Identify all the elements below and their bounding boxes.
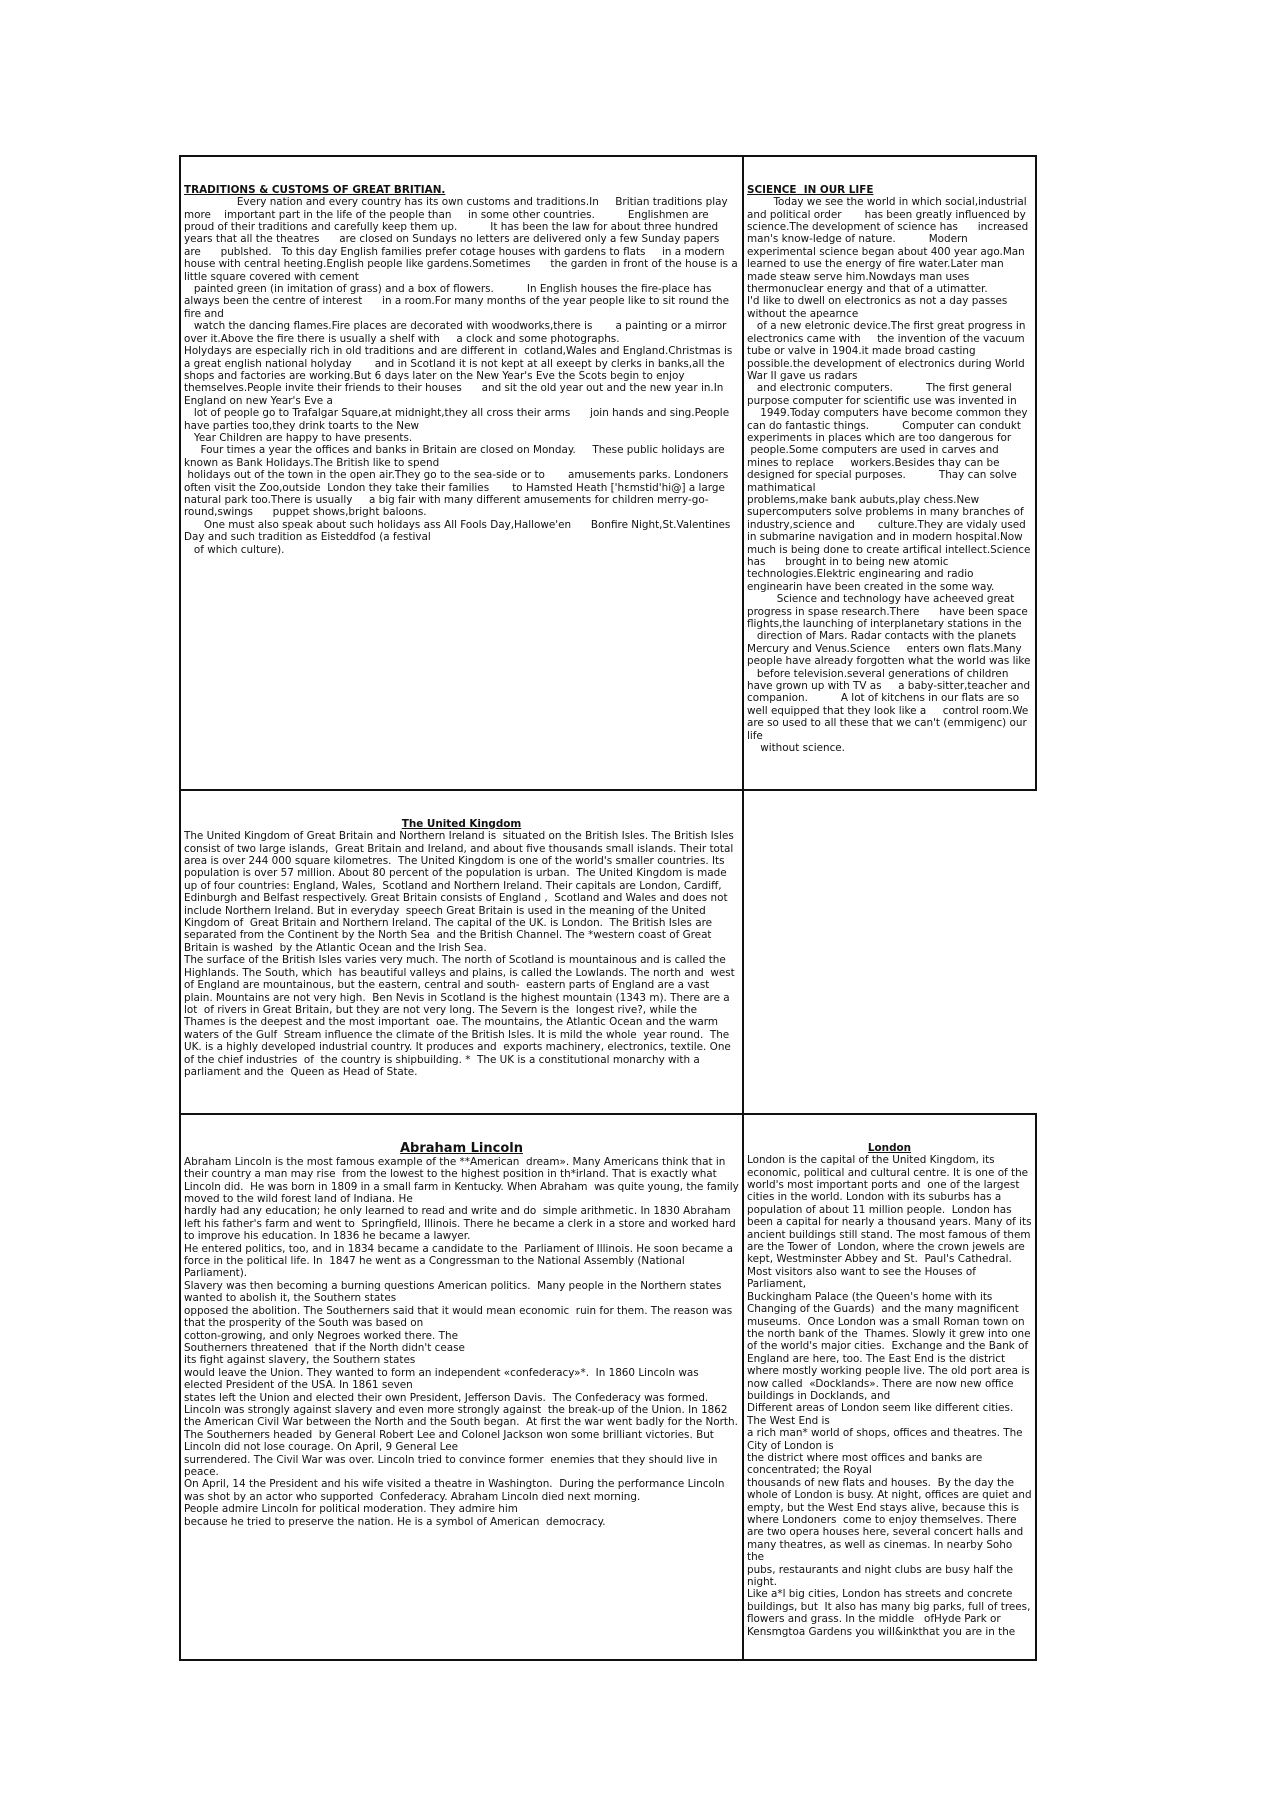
science-text [744,157,1035,767]
lincoln-text [181,1115,742,1540]
london-box [742,1113,1037,1661]
united-kingdom-text [181,791,742,1091]
london-text [744,1115,1035,1650]
lincoln-title: Abraham Lincoln [400,1140,523,1156]
science-box [742,155,1037,791]
london-body: London is the capital of the United Kingdom, its economic, political and cultural centre. It is one of the world's most important ports and one of the largest cities in the world. London with its suburbs has a population of about 11 million people. London has been a capital for nearly a thousand years. Many of its ancient buildings still stand. The most famous of them are the Tower of London, where the crown jewels are kept, Westminster Abbey and St. Paul's Cathedral. Most visitors also want to see the Houses of Parliament, Buckingham Palace (the Queen's home with its Changing of the Guards) and the many magnificent museums. Once London was a small Roman town on the north bank of the Thames. Slowly it grew into one of the world's major cities. Exchange and the Bank of England are here, too. The East End is the district where mostly working people live. The old port area is now called «Docklands». There are now new office buildings in Docklands, and Different areas of London seem like different cities. The West End is a rich man* world of shops, offices and theatres. The City of London is the district where most offices and banks are concentrated; the Royal thousands of new flats and houses. By the day the whole of London is busy. At night, offices are quiet and empty, but the West End stays alive, because this is where Londoners come to enjoy themselves. There are two opera houses here, several concert halls and many theatres, as well as cinemas. In nearby Soho the pubs, restaurants and night clubs are busy half the night. Like a*l big cities, London has streets and concrete buildings, but It also has many big parks, full of trees, flowers and grass. In the middle ofHyde Park or Kensmgtoa Gardens you will&inkthat you are in the [747,1154,1032,1638]
traditions-title: TRADITIONS & CUSTOMS OF GREAT BRITIAN. [184,183,446,196]
london-title: London [867,1141,912,1154]
lincoln-body: Abraham Lincoln is the most famous example of the **American dream». Many Americans think that in their country a man may rise from the lowest to the highest position in th*irland. That is exactly what Lincoln did. He was born in 1809 in a small farm in Kentucky. When Abraham was quite young, the family moved to the wild forest land of Indiana. He hardly had any education; he only learned to read and write and do simple arithmetic. In 1830 Abraham left his father's farm and went to Springfield, Illinois. There he became a clerk in a store and worked hard to improve his education. In 1836 he became a lawyer. He entered politics, too, and in 1834 became a candidate to the Parliament of Illinois. He soon became a force in the political life. In 1847 he went as a Congressman to the National Assembly (National Parliament). Slavery was then becoming a burning questions American politics. Many people in the Northern states wanted to abolish it, the Southern states opposed the abolition. The Southerners said that it would mean economic ruin for them. The reason was that the prosperity of the South was based on cotton-growing, and only Negroes worked there. The Southerners threatened that if the North didn't cease its fight against slavery, the Southern states would leave the Union. They wanted to form an independent «confederacy»*. In 1860 Lincoln was elected President of the USA. In 1861 seven states left the Union and elected their own President, Jefferson Davis. The Confederacy was formed. Lincoln was strongly against slavery and even more strongly against the break-up of the Union. In 1862 the American Civil War between the North and the South began. At first the war went badly for the North. The Southerners headed by General Robert Lee and Colonel Jackson won some brilliant victories. But Lincoln did not lose courage. On April, 9 General Lee surrendered. The Civil War was over. Lincoln tried to convince former enemies that they should live in peace. On April, 14 the President and his wife visited a theatre in Washington. During the performance Lincoln was shot by an actor who supported Confederacy. Abraham Lincoln died next morning. People admire Lincoln for political moderation. They admire him because he tried to preserve the nation. He is a symbol of American democracy. [184,1155,739,1528]
united-kingdom-box [179,789,744,1115]
traditions-box [179,155,744,791]
traditions-body: Every nation and every country has its own customs and traditions.In Britian traditions play more important part in the life of the people than in some other countries. Englishmen are proud of their traditions and carefully keep them up. It has been the law for about three hundred years that all the theatres are closed on Sundays no letters are delivered only a few Sunday papers are publshed. To this day English families prefer cotage houses with gardens to flats in a modern house with central heeting.English people like gardens.Sometimes the garden in front of the house is a little square covered with cement painted green (in imitation of grass) and a box of flowers. In English houses the fire-place has always been the centre of interest in a room.For many months of the year people like to sit round the fire and watch the dancing flames.Fire places are decorated with woodworks,there is a painting or a mirror over it.Above the fire there is usually a shelf with a clock and some photographs. Holydays are especially rich in old traditions and are different in cotland,Wales and England.Christmas is a great english national holyday and in Scotland it is not kept at all exeept by clerks in banks,all the shops and factories are working.But 6 days later on the New Year's Eve the Scots begin to enjoy themselves.People invite their friends to their houses and sit the old year out and the new year in.In England on new Year's Eve a lot of people go to Trafalgar Square,at midnight,they all cross their arms join hands and sing.People have parties too,they drink toarts to the New Year Children are happy to have presents. Four times a year the offices and banks in Britain are closed on Monday. These public holidays are known as Bank Holidays.The British like to spend holidays out of the town in the open air.They go to the sea-side or to amusements parks. Londoners often visit the Zoo,outside London they take their families to Hamsted Heath ['hεmstid'hi@] a large natural park too.There is usually a big fair with many different amusements for children merry-go-round,swings puppet shows,bright baloons. One must also speak about such holidays ass All Fools Day,Hallowe'en Bonfire Night,St.Valentines Day and such tradition as Eisteddfod (a festival of which culture). [184,196,738,556]
traditions-text [181,157,742,568]
science-body: Today we see the world in which social,industrial and political order has been greatly influenced by science.The development of science has increased man's know-ledge of nature. Modern experimental science began about 400 year ago.Man learned to use the energy of fire water.Later man made steaw serve him.Nowdays man uses thermonuclear energy and that of a utimatter. I'd like to dwell on electronics as not a day passes without the apearnce of a new eletronic device.The first great progress in electronics came with the invention of the vacuum tube or valve in 1904.it made broad casting possible.the development of electronics during World War II gave us radars and electronic computers. The first general purpose computer for scientific use was invented in 1949.Today computers have become common they can do fantastic things. Computer can condukt experiments in places which are too dangerous for people.Some computers are used in carves and mines to replace workers.Besides thay can be designed for special purposes. Thay can solve mathimatical problems,make bank aubuts,play chess.New supercomputers solve problems in many branches of industry,science and culture.They are vidaly used in submarine navigation and in modern hospital.Now much is being done to create artifical intellect.Science has brought in to being new atomic technologies.Elektric enginearing and radio enginearin have been created in the some way. Science and technology have acheeved great progress in spase research.There have been space flights,the launching of interplanetary stations in the direction of Mars. Radar contacts with the planets Mercury and Venus.Science enters own flats.Many people have already forgotten what the world was like before television.several generations of children have grown up with TV as a baby-sitter,teacher and companion. A lot of kitchens in our flats are so well equipped that they look like a control room.We are so used to all these that we can't (emmigenc) our life without science. [747,196,1031,755]
lincoln-box [179,1113,744,1661]
science-title: SCIENCE IN OUR LIFE [747,183,874,196]
united-kingdom-body: The United Kingdom of Great Britain and Northern Ireland is situated on the British Isles. The British Isles consist of two large islands, Great Britain and Ireland, and about five thousands small islands. Their total area is over 244 000 square kilometres. The United Kingdom is one of the world's smaller countries. Its population is over 57 million. About 80 percent of the population is urban. The United Kingdom is made up of four countries: England, Wales, Scotland and Northern Ireland. Their capitals are London, Cardiff, Edinburgh and Belfast respectively. Great Britain consists of England , Scotland and Wales and does not include Northern Ireland. But in everyday speech Great Britain is used in the meaning of the United Kingdom of Great Britain and Northern Ireland. The capital of the UK. is London. The British Isles are separated from the Continent by the North Sea and the British Channel. The *western coast of Great Britain is washed by the Atlantic Ocean and the Irish Sea. The surface of the British Isles varies very much. The north of Scotland is mountainous and is called the Highlands. The South, which has beautiful valleys and plains, is called the Lowlands. The north and west of England are mountainous, but the eastern, central and south- eastern parts of England are a vast plain. Mountains are not very high. Ben Nevis in Scotland is the highest mountain (1343 m). There are a lot of rivers in Great Britain, but they are not very long. The Severn is the longest rive?, while the Thames is the deepest and the most important oae. The mountains, the Atlantic Ocean and the warm waters of the Gulf Stream influence the climate of the British Isles. It is mild the whole year round. The UK. is a highly developed industrial country. It produces and exports machinery, electronics, textile. One of the chief industries of the country is shipbuilding. * The UK is a constitutional monarchy with a parliament and the Queen as Head of State. [184,830,735,1078]
united-kingdom-title: The United Kingdom [401,817,522,830]
